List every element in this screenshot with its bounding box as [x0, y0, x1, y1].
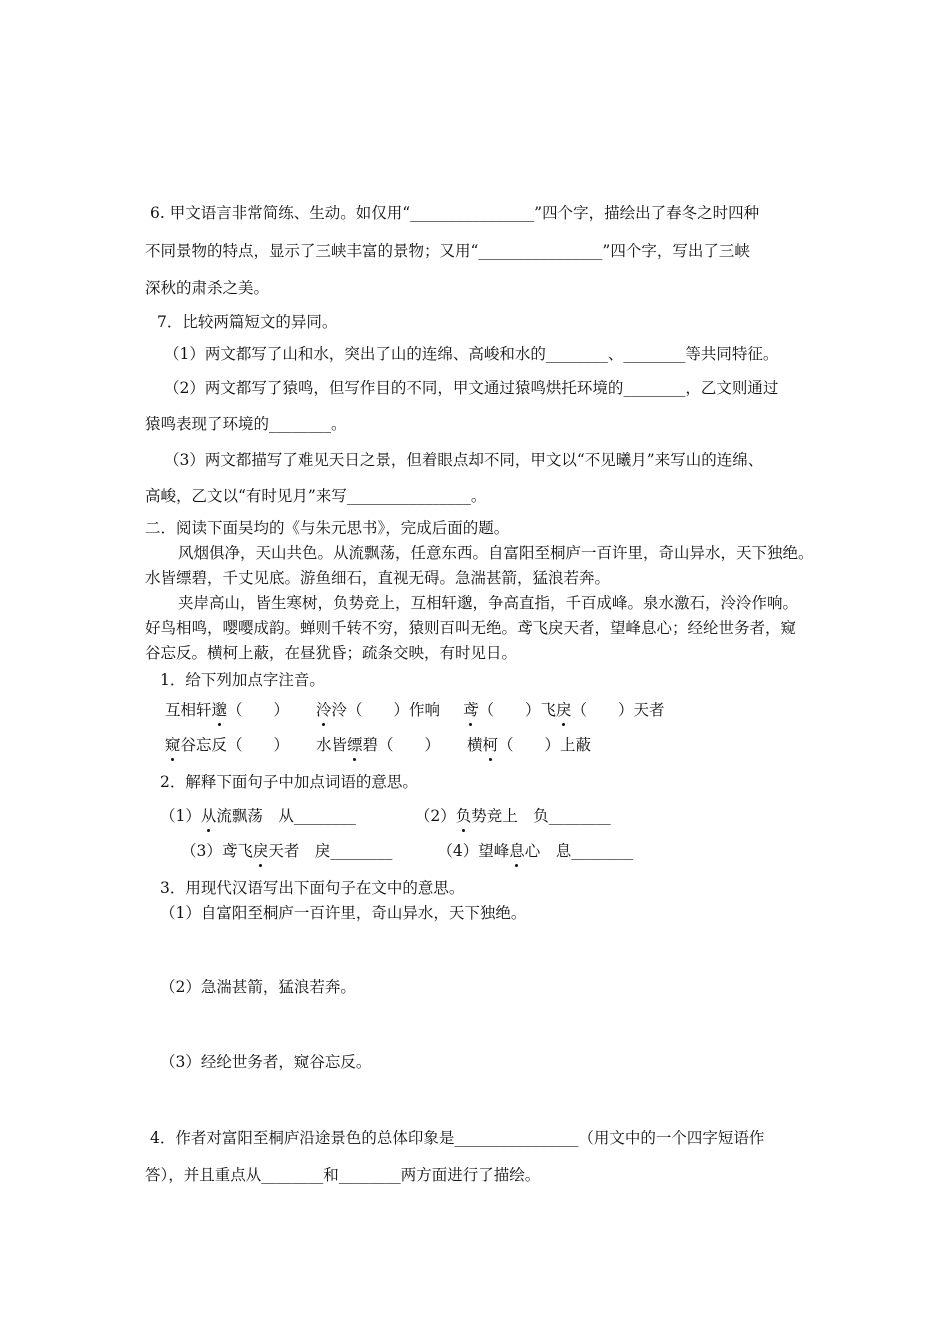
q2-item-1: （1）从流飘荡 从________ — [160, 807, 356, 825]
q2-item-3: （3）鸢飞戾天者 戾________ — [181, 842, 393, 860]
q1-row-2 — [165, 735, 591, 755]
q1-item-li: 戾（ ）天者 — [555, 701, 665, 719]
passage-p2-line-2: 好鸟相鸣，嘤嘤成韵。蝉则千转不穷，猿则百叫无绝。鸢飞戾天者，望峰息心；经纶世务者，窥 — [145, 619, 797, 637]
q1-item-miao: 互相轩邈（ ） — [165, 701, 290, 719]
q1-item-kui: 窥谷忘反（ ） — [165, 736, 290, 754]
q2-title: 2．解释下面句子中加点词语的意思。 — [160, 773, 418, 791]
dotted-char: 戾 — [252, 842, 269, 860]
q1-item-ling: 泠泠（ ）作响 — [315, 701, 441, 719]
q7-sub-3b: 高峻，乙文以“有时见月”来写________________。 — [145, 487, 487, 505]
q6-line-2: 不同景物的特点，显示了三峡丰富的景物；又用“________________”四个字，写出了三峡 — [145, 242, 750, 260]
passage-p1-line-2: 水皆缥碧，千丈见底。游鱼细石，直视无碍。急湍甚箭，猛浪若奔。 — [145, 569, 611, 587]
passage-p2-line-1: 夹岸高山，皆生寒树，负势竞上，互相轩邈，争高直指，千百成峰。泉水激石，泠泠作响。 — [178, 594, 799, 612]
q3-sentence-2: （2）急湍甚箭，猛浪若奔。 — [160, 978, 356, 996]
dotted-char: 息 — [509, 842, 525, 860]
q4-line-2: 答），并且重点从________和________两方面进行了描绘。 — [145, 1166, 541, 1184]
q7-sub-2b: 猿鸣表现了环境的________。 — [145, 415, 347, 433]
q2-item-2: （2）负势竞上 负________ — [414, 807, 611, 825]
dotted-char: 邈 — [211, 701, 228, 719]
dotted-char: 柯 — [482, 736, 498, 754]
q2-row-1 — [160, 806, 611, 826]
dotted-char: 鸢 — [462, 701, 479, 719]
q6-line-1: 6. 甲文语言非常简练、生动。如仅用“________________”四个字，描绘出了春冬之时四种 — [150, 204, 760, 222]
q3-sentence-1: （1）自富阳至桐庐一百许里，奇山异水，天下独绝。 — [160, 904, 527, 922]
dotted-char: 从 — [200, 807, 217, 825]
dotted-char: 缥 — [346, 736, 363, 754]
dotted-char: 负 — [455, 807, 472, 825]
dotted-char: 戾 — [555, 701, 572, 719]
q3-sentence-3: （3）经纶世务者，窥谷忘反。 — [160, 1053, 372, 1071]
q7-sub-1: （1）两文都写了山和水，突出了山的连绵、高峻和水的________、________等共同特征。 — [164, 345, 779, 363]
q6-line-3: 深秋的肃杀之美。 — [145, 279, 270, 297]
q1-item-ke: 横柯（ ）上蔽 — [466, 736, 591, 754]
passage-p2-line-3: 谷忘反。横柯上蔽，在昼犹昏；疏条交映，有时见日。 — [145, 644, 518, 662]
dotted-char: 窥 — [165, 736, 181, 754]
q4-line-1: 4．作者对富阳至桐庐沿途景色的总体印象是________________（用文中的一个四字短语作 — [150, 1129, 765, 1147]
q1-row-1 — [165, 700, 665, 720]
q2-item-4: （4）望峰息心 息________ — [437, 842, 634, 860]
q2-row-2 — [181, 841, 633, 861]
q7-sub-2a: （2）两文都写了猿鸣，但写作目的不同，甲文通过猿鸣烘托环境的________，乙文则通过 — [164, 379, 779, 397]
q1-item-piao: 水皆缥碧（ ） — [315, 736, 441, 754]
part2-heading: 二．阅读下面吴均的《与朱元思书》，完成后面的题。 — [145, 519, 510, 537]
q1-title: 1．给下列加点字注音。 — [160, 671, 325, 689]
passage-p1-line-1: 风烟俱净，天山共色。从流飘荡，任意东西。自富阳至桐庐一百许里，奇山异水，天下独绝。 — [178, 544, 814, 562]
q3-title: 3．用现代汉语写出下面句子在文中的意思。 — [160, 879, 465, 897]
dotted-char: 泠 — [315, 701, 332, 719]
q1-item-yuan: 鸢（ ）飞 — [462, 701, 556, 719]
q7-sub-3a: （3）两文都描写了难见天日之景，但着眼点却不同，甲文以“不见曦月”来写山的连绵、 — [164, 451, 764, 469]
q7-title: 7．比较两篇短文的异同。 — [157, 313, 338, 331]
